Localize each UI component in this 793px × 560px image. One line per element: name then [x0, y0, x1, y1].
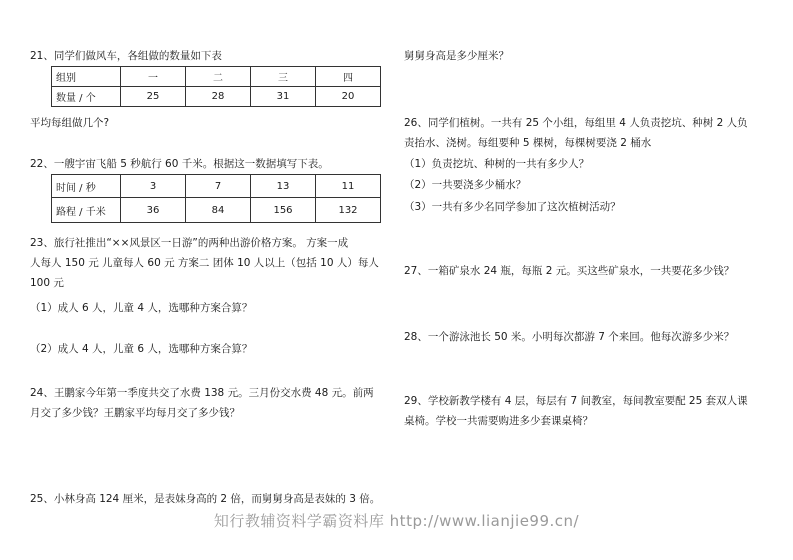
table-row — [52, 198, 381, 223]
table-cell: 25 — [121, 87, 186, 107]
q21-title: 21、同学们做风车，各组做的数量如下表 — [30, 50, 222, 62]
table-cell: 三 — [251, 67, 316, 87]
table-cell: 组别 — [52, 67, 121, 87]
q25-continuation: 舅舅身高是多少厘米？ — [404, 50, 509, 62]
table-cell: 13 — [251, 175, 316, 198]
table-cell: 36 — [121, 198, 186, 223]
q26-line1: 26、同学们植树。一共有 25 个小组，每组里 4 人负责挖坑、种树 2 人负 — [404, 117, 748, 129]
q29-line1: 29、学校新教学楼有 4 层，每层有 7 间教室，每间教室要配 25 套双人课 — [404, 395, 748, 407]
table-cell: 3 — [121, 175, 186, 198]
table-cell: 路程 / 千米 — [52, 198, 121, 223]
q26-sub1: （1）负责挖坑、种树的一共有多少人？ — [404, 158, 590, 170]
table-cell: 132 — [316, 198, 381, 223]
table-cell: 一 — [121, 67, 186, 87]
table-cell: 时间 / 秒 — [52, 175, 121, 198]
table-row — [52, 67, 381, 87]
table-cell: 二 — [186, 67, 251, 87]
q24-line1: 24、王鹏家今年第一季度共交了水费 138 元。三月份交水费 48 元。前两 — [30, 387, 374, 399]
q23-line3: 100 元 — [30, 277, 64, 289]
table-cell: 156 — [251, 198, 316, 223]
q28-line: 28、一个游泳池长 50 米。小明每次都游 7 个来回。他每次游多少米？ — [404, 331, 735, 343]
q25-line1: 25、小林身高 124 厘米，是表妹身高的 2 倍，而舅舅身高是表妹的 3 倍。 — [30, 493, 381, 505]
q21-table — [51, 66, 381, 107]
table-cell: 四 — [316, 67, 381, 87]
table-cell: 28 — [186, 87, 251, 107]
q23-sub2: （2）成人 4 人，儿童 6 人，选哪种方案合算？ — [30, 343, 253, 355]
table-cell: 7 — [186, 175, 251, 198]
q23-line2: 人每人 150 元 儿童每人 60 元 方案二 团体 10 人以上（包括 10 人）每人 — [30, 257, 379, 269]
q23-sub1: （1）成人 6 人，儿童 4 人，选哪种方案合算？ — [30, 302, 253, 314]
q26-line2: 责抬水、浇树。每组要种 5 棵树，每棵树要浇 2 桶水 — [404, 137, 652, 149]
q29-line2: 桌椅。学校一共需要购进多少套课桌椅？ — [404, 415, 593, 427]
table-cell: 84 — [186, 198, 251, 223]
table-cell: 20 — [316, 87, 381, 107]
q21-question: 平均每组做几个? — [30, 117, 110, 129]
table-cell: 11 — [316, 175, 381, 198]
q26-sub3: （3）一共有多少名同学参加了这次植树活动？ — [404, 201, 621, 213]
q22-table — [51, 174, 381, 223]
q26-sub2: （2）一共要浇多少桶水？ — [404, 179, 527, 191]
q22-title: 22、一艘宇宙飞船 5 秒航行 60 千米。根据这一数据填写下表。 — [30, 158, 329, 170]
q24-line2: 月交了多少钱？王鹏家平均每月交了多少钱？ — [30, 407, 240, 419]
table-cell: 31 — [251, 87, 316, 107]
footer-watermark: 知行教辅资料学霸资料库 http://www.lianjie99.cn/ — [213, 512, 580, 530]
table-row — [52, 87, 381, 107]
q23-line1: 23、旅行社推出“××风景区一日游”的两种出游价格方案。 方案一成 — [30, 237, 349, 249]
table-cell: 数量 / 个 — [52, 87, 121, 107]
table-row — [52, 175, 381, 198]
q27-line: 27、一箱矿泉水 24 瓶，每瓶 2 元。买这些矿泉水，一共要花多少钱？ — [404, 265, 735, 277]
